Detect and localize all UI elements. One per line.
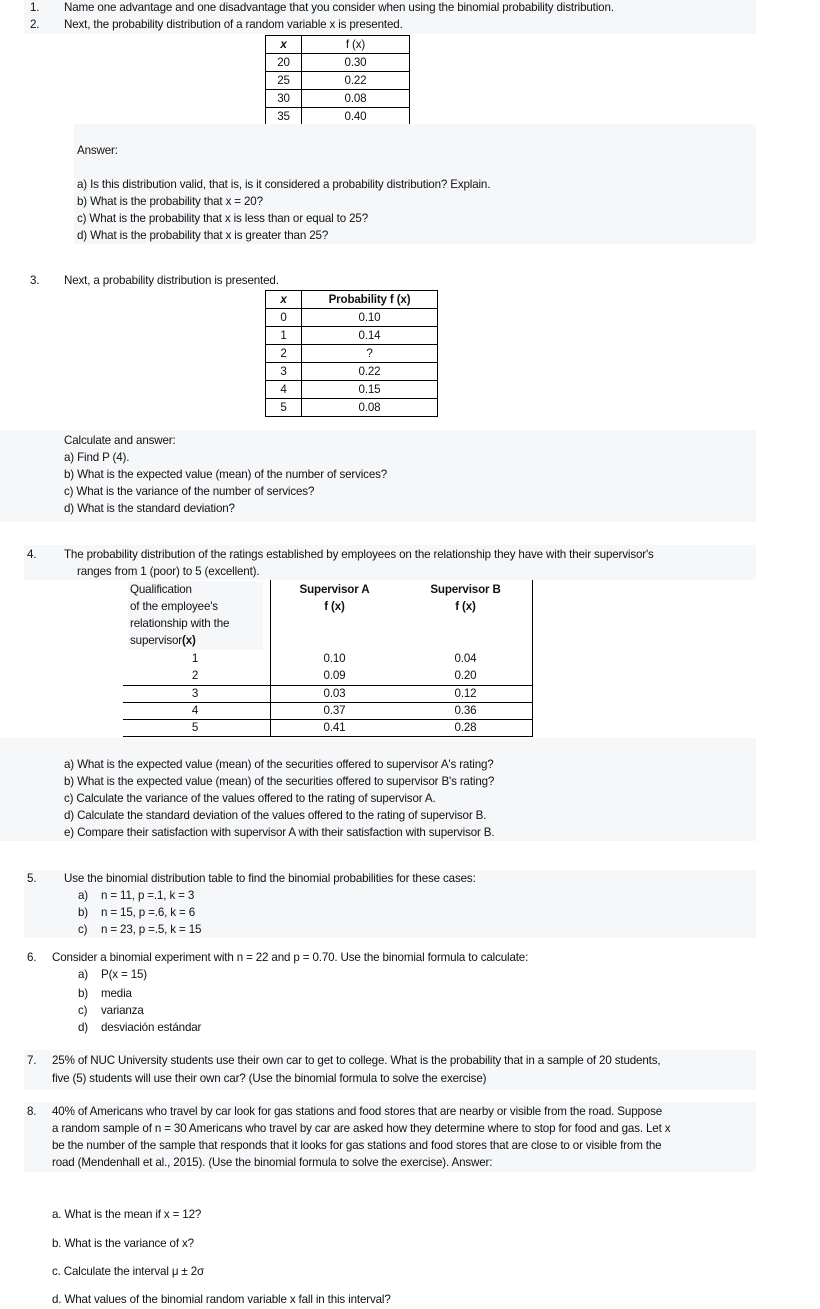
header-x: x bbox=[266, 36, 302, 54]
header-qualification: Qualification bbox=[130, 583, 192, 596]
supervisor-b-cell: 0.04 bbox=[454, 652, 477, 665]
item-text: desviación estándar bbox=[101, 1021, 202, 1034]
table-row bbox=[266, 309, 438, 327]
table-row bbox=[266, 363, 438, 381]
q4-question: a) What is the expected value (mean) of the securities offered to supervisor A's rating? bbox=[64, 758, 494, 771]
q1-text: Name one advantage and one disadvantage that you consider when using the binomial probability distribution. bbox=[64, 1, 614, 14]
q3-intro: Calculate and answer: bbox=[64, 434, 176, 447]
supervisor-a-cell: 0.10 bbox=[323, 652, 346, 665]
cell: 0.22 bbox=[302, 363, 438, 381]
answer-label: Answer: bbox=[77, 144, 118, 157]
table-row bbox=[266, 399, 438, 417]
q7-text: five (5) students will use their own car? (Use the binomial formula to solve the exercise) bbox=[52, 1072, 487, 1085]
q3-question: b) What is the expected value (mean) of the number of services? bbox=[64, 468, 388, 481]
q8-text: be the number of the sample that responds that it looks for gas stations and food stores that are close to or visible from the bbox=[52, 1139, 662, 1152]
q3-question: c) What is the variance of the number of services? bbox=[64, 485, 315, 498]
q2-question: b) What is the probability that x = 20? bbox=[77, 195, 263, 208]
divider bbox=[532, 580, 533, 737]
q2-number: 2. bbox=[30, 18, 40, 31]
q2-question: c) What is the probability that x is less than or equal to 25? bbox=[77, 212, 369, 225]
q6-number: 6. bbox=[27, 951, 37, 964]
item-letter: b) bbox=[78, 906, 89, 919]
table-row bbox=[266, 381, 438, 399]
q3-question: d) What is the standard deviation? bbox=[64, 502, 235, 515]
q8-question: a. What is the mean if x = 12? bbox=[52, 1208, 202, 1221]
item-text: varianza bbox=[101, 1004, 144, 1017]
divider bbox=[123, 702, 533, 703]
q8-number: 8. bbox=[27, 1105, 37, 1118]
divider bbox=[123, 685, 533, 686]
rating-cell: 5 bbox=[191, 721, 199, 734]
item-text: n = 23, p =.5, k = 15 bbox=[101, 923, 202, 936]
q5-number: 5. bbox=[27, 872, 37, 885]
q8-text: a random sample of n = 30 Americans who travel by car are asked how they determine where to stop for food and gas. Let x bbox=[52, 1122, 671, 1135]
item-letter: d) bbox=[78, 1021, 89, 1034]
q3-question: a) Find P (4). bbox=[64, 451, 130, 464]
supervisor-b-cell: 0.20 bbox=[454, 669, 477, 682]
q4-text: The probability distribution of the ratings established by employees on the relationship they have with their supervisor's bbox=[64, 548, 654, 561]
cell: 20 bbox=[266, 54, 302, 72]
item-letter: c) bbox=[78, 1004, 88, 1017]
header-x: x bbox=[266, 291, 302, 309]
q4-question: d) Calculate the standard deviation of the values offered to the rating of supervisor B. bbox=[64, 809, 487, 822]
header-fx: f (x) bbox=[324, 600, 345, 613]
item-letter: c) bbox=[78, 923, 88, 936]
q3-text: Next, a probability distribution is presented. bbox=[64, 274, 279, 287]
divider bbox=[123, 736, 533, 737]
q7-number: 7. bbox=[27, 1054, 37, 1067]
item-text: P(x = 15) bbox=[101, 968, 148, 981]
table-row bbox=[266, 90, 410, 108]
item-text: n = 15, p =.6, k = 6 bbox=[101, 906, 196, 919]
cell: 35 bbox=[266, 108, 302, 126]
supervisor-b-cell: 0.28 bbox=[454, 721, 477, 734]
q1-number: 1. bbox=[30, 1, 40, 14]
cell: 0.30 bbox=[302, 54, 410, 72]
cell: 4 bbox=[266, 381, 302, 399]
header-qualification: of the employee's bbox=[130, 600, 218, 613]
q7-text: 25% of NUC University students use their own car to get to college. What is the probability that in a sample of 20 students, bbox=[52, 1054, 661, 1067]
divider bbox=[270, 580, 271, 737]
table-row bbox=[266, 108, 410, 126]
supervisor-b-cell: 0.12 bbox=[454, 687, 477, 700]
item-letter: a) bbox=[78, 968, 89, 981]
header-probability: Probability f (x) bbox=[302, 291, 438, 309]
item-text: n = 11, p =.1, k = 3 bbox=[101, 889, 195, 902]
q4-question: e) Compare their satisfaction with supervisor A with their satisfaction with supervisor B. bbox=[64, 826, 495, 839]
q4-number: 4. bbox=[27, 548, 37, 561]
cell: 0.15 bbox=[302, 381, 438, 399]
q5-text: Use the binomial distribution table to find the binomial probabilities for these cases: bbox=[64, 872, 476, 885]
table-row bbox=[266, 327, 438, 345]
divider bbox=[123, 719, 533, 720]
cell: 0.08 bbox=[302, 399, 438, 417]
header-fx: f (x) bbox=[302, 36, 410, 54]
table-row bbox=[266, 72, 410, 90]
header-qualification: supervisor bbox=[130, 634, 182, 647]
cell: 0.08 bbox=[302, 90, 410, 108]
table-row bbox=[266, 54, 410, 72]
cell: 0.10 bbox=[302, 309, 438, 327]
cell: 30 bbox=[266, 90, 302, 108]
rating-cell: 3 bbox=[191, 687, 199, 700]
supervisor-a-cell: 0.03 bbox=[323, 687, 346, 700]
supervisor-b-cell: 0.36 bbox=[454, 704, 477, 717]
cell: 3 bbox=[266, 363, 302, 381]
q8-text: road (Mendenhall et al., 2015). (Use the binomial formula to solve the exercise). Answer: bbox=[52, 1156, 493, 1169]
q8-question: c. Calculate the interval μ ± 2σ bbox=[52, 1265, 205, 1278]
header-fx: f (x) bbox=[455, 600, 476, 613]
q3-table bbox=[265, 290, 438, 417]
cell: 0.14 bbox=[302, 327, 438, 345]
cell: 5 bbox=[266, 399, 302, 417]
q6-text: Consider a binomial experiment with n = 22 and p = 0.70. Use the binomial formula to calculate: bbox=[52, 951, 529, 964]
rating-cell: 4 bbox=[191, 704, 199, 717]
cell: 1 bbox=[266, 327, 302, 345]
header-qualification: relationship with the bbox=[130, 617, 230, 630]
supervisor-a-cell: 0.37 bbox=[323, 704, 346, 717]
cell: 2 bbox=[266, 345, 302, 363]
q8-text: 40% of Americans who travel by car look for gas stations and food stores that are nearby or visible from the road. Suppose bbox=[52, 1105, 663, 1118]
supervisor-a-cell: 0.09 bbox=[323, 669, 346, 682]
rating-cell: 1 bbox=[191, 652, 199, 665]
header-supervisor-b: Supervisor B bbox=[430, 583, 501, 596]
q8-question: d. What values of the binomial random variable x fall in this interval? bbox=[52, 1293, 391, 1306]
header-supervisor-a: Supervisor A bbox=[299, 583, 370, 596]
q4-text: ranges from 1 (poor) to 5 (excellent). bbox=[77, 565, 260, 578]
q8-question: b. What is the variance of x? bbox=[52, 1237, 194, 1250]
supervisor-a-cell: 0.41 bbox=[323, 721, 346, 734]
cell: ? bbox=[302, 345, 438, 363]
cell: 0.22 bbox=[302, 72, 410, 90]
q4-question: c) Calculate the variance of the values offered to the rating of supervisor A. bbox=[64, 792, 436, 805]
cell: 0.40 bbox=[302, 108, 410, 126]
rating-cell: 2 bbox=[191, 669, 199, 682]
q2-question: a) Is this distribution valid, that is, is it considered a probability distribution? Explain. bbox=[77, 178, 491, 191]
header-x: (x) bbox=[181, 634, 196, 647]
q4-question: b) What is the expected value (mean) of the securities offered to supervisor B's rating? bbox=[64, 775, 495, 788]
item-text: media bbox=[101, 987, 132, 1000]
q3-number: 3. bbox=[30, 274, 40, 287]
q2-table bbox=[265, 35, 410, 126]
q2-question: d) What is the probability that x is greater than 25? bbox=[77, 229, 329, 242]
q2-text: Next, the probability distribution of a random variable x is presented. bbox=[64, 18, 403, 31]
item-letter: a) bbox=[78, 889, 89, 902]
item-letter: b) bbox=[78, 987, 89, 1000]
cell: 25 bbox=[266, 72, 302, 90]
table-row bbox=[266, 345, 438, 363]
cell: 0 bbox=[266, 309, 302, 327]
